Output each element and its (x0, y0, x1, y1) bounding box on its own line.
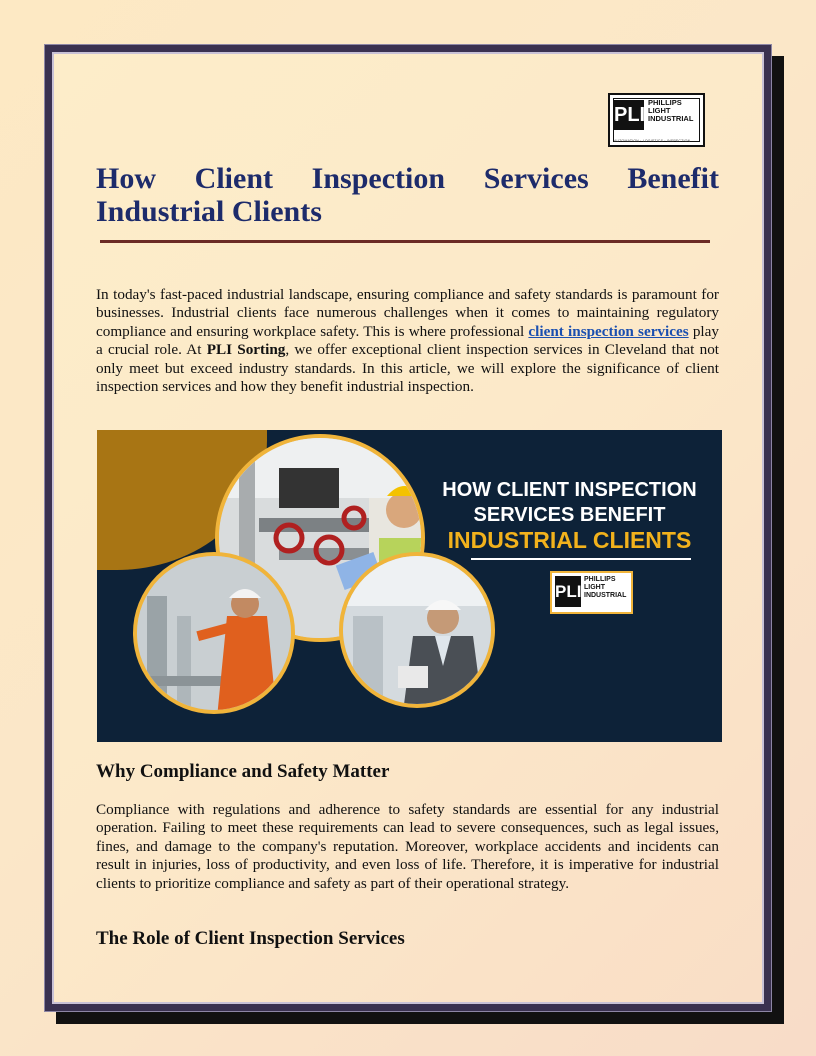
section-heading-compliance: Why Compliance and Safety Matter (96, 761, 390, 782)
banner-heading (427, 478, 712, 528)
logo-word: LIGHT (648, 106, 671, 115)
intro-text: , we offer exceptional client inspection services in Cleveland that not only meet but exceed industry standards. In this article, we will explore the significance of client inspection services and how they benefit industrial inspection. (96, 341, 720, 396)
banner-logo-word: LIGHT (584, 584, 605, 591)
banner-heading-line: HOW CLIENT INSPECTION (442, 479, 697, 501)
banner-photo-inspector (339, 552, 495, 708)
intro-text: play a crucial role. At (96, 322, 719, 359)
article-title: How Client Inspection Services Benefit Industrial Clients (96, 162, 719, 228)
company-logo (608, 93, 705, 147)
intro-text: In today's fast-paced industrial landscape, ensuring compliance and safety standards is paramount for businesses. Industrial clients face numerous challenges when it comes to maintaining regulatory compliance and ensuring workplace safety. This is where professional (96, 286, 719, 340)
client-inspection-services-link[interactable]: client inspection services (528, 322, 689, 340)
technician-illustration (137, 556, 295, 714)
brand-name: PLI Sorting (206, 341, 286, 359)
inspector-illustration (343, 556, 495, 708)
title-divider (100, 240, 710, 243)
logo-mark: PLI (614, 100, 644, 130)
banner-logo-wordmark (584, 576, 626, 600)
banner-logo-word: PHILLIPS (584, 576, 616, 583)
section-heading-role: The Role of Client Inspection Services (96, 928, 405, 949)
banner-logo-word: INDUSTRIAL (584, 592, 627, 599)
intro-paragraph (96, 286, 719, 396)
banner-photo-technician (133, 552, 295, 714)
banner-subheading: INDUSTRIAL CLIENTS (447, 527, 692, 553)
logo-word: PHILLIPS (648, 98, 682, 107)
banner-heading-line: SERVICES BENEFIT (473, 504, 666, 526)
banner-logo-mark: PLI (555, 576, 581, 607)
logo-word: INDUSTRIAL (648, 114, 694, 123)
banner-logo (550, 571, 633, 614)
article-banner-image (97, 430, 722, 742)
banner-divider (471, 558, 691, 560)
logo-tagline: AUTOMATION · LOGISTICS · INSPECTION (614, 139, 691, 143)
compliance-paragraph: Compliance with regulations and adherence to safety standards are essential for any industrial operation. Failing to meet these requirements can lead to severe consequences, such as legal issues, fines, and damage to the company's reputation. Moreover, workplace accidents and incidents can result in injuries, loss of productivity, and even loss of life. Therefore, it is imperative for industrial clients to prioritize compliance and safety as part of their operational strategy. (96, 801, 719, 892)
logo-wordmark (648, 99, 700, 123)
